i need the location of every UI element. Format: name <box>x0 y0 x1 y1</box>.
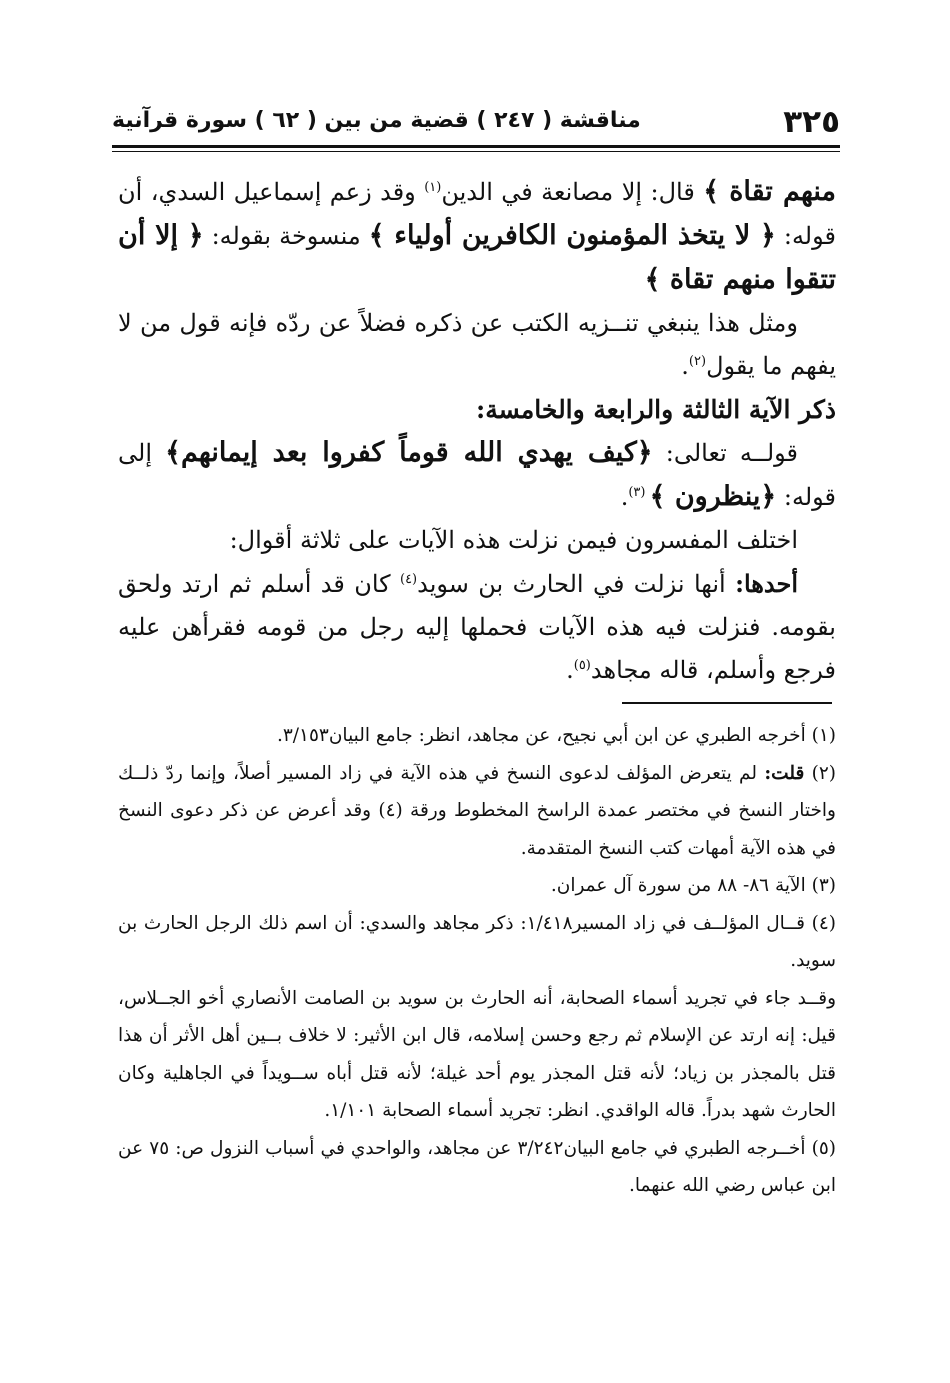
text-run: . <box>681 352 689 380</box>
paragraph-5 <box>118 562 836 692</box>
paragraph-4: اختلف المفسرون فيمن نزلت هذه الآيات على ثلاثة أقوال: <box>229 526 798 554</box>
footnote-marker: (٥) <box>573 658 591 673</box>
text-run: إلى قوله: <box>118 439 836 511</box>
footnotes <box>118 717 836 1205</box>
text-run: ومثل هذا ينبغي تنــزيه الكتب عن ذكره فضلاً عن ردّه فإنه قول من لا يفهم ما يقول <box>118 309 836 380</box>
footnote-1: (١) أخرجه الطبري عن ابن أبي نجيح، عن مجاهد، انظر: جامع البيان٣/١٥٣. <box>276 725 836 746</box>
text-run: قال: إلا مصانعة في الدين <box>441 178 704 206</box>
footnote-4-continued: وقــد جاء في تجريد أسماء الصحابة، أنه الحارث بن سويد بن الصامت الأنصاري أخو الجــلاس، قيل: إنه ارتد عن الإسلام ثم رجع وحسن إسلامه، قال ابن الأثير: لا خلاف بــين أهل الأثر أن هذا قتل بالمجذر بن زياد؛ لأنه قتل المجذر يوم أحد غيلة؛ لأنه قتل أباه ســويداً في الجاهلية وكان الحارث شهد بدراً. قاله الواقدي. انظر: تجريد أسماء الصحابة ١/١٠١. <box>118 987 836 1121</box>
text-run: لم يتعرض المؤلف لدعوى النسخ في هذه الآية في زاد المسير أصلاً، وإنما ردّ ذلــك واختار النسخ في مختصر عمدة الراسخ المخطوط ورقة (٤) وقد أعرض عن ذكر دعوى النسخ في هذه الآية أمهات كتب النسخ المتقدمة. <box>118 762 836 859</box>
text-run: قولــه تعالى: <box>652 439 798 467</box>
text-run: وقد زعم إسماعيل السدي، أن قوله: <box>118 178 836 250</box>
footnote-marker: (٣) <box>628 485 650 500</box>
page-header <box>112 104 840 146</box>
text-run: . <box>620 483 629 511</box>
footnote-divider <box>622 702 832 704</box>
quran-quote: منهم تقاة ﴾ <box>703 176 836 207</box>
footnote-marker: (٤) <box>399 572 418 587</box>
paragraph-1 <box>118 170 836 302</box>
paragraph-3 <box>118 431 836 519</box>
footnote-2 <box>118 755 836 868</box>
quran-quote: ﴿كيف يهدي الله قوماً كفروا بعد إيمانهم﴾ <box>165 437 653 468</box>
quran-quote: ﴿ لا يتخذ المؤمنون الكافرين أولياء ﴾ <box>368 220 776 251</box>
bold-label: أحدها: <box>735 569 799 598</box>
text-run: منسوخة بقوله: <box>203 222 369 250</box>
header-rule-thin <box>112 151 840 152</box>
text-run: . <box>566 656 574 684</box>
footnote-3: (٣) الآية ٨٦- ٨٨ من سورة آل عمران. <box>550 875 836 896</box>
quran-quote: ﴿ إلا أن تتقوا منهم تقاة ﴾ <box>118 220 836 295</box>
bold-label: قلت: <box>764 762 805 784</box>
footnote-marker: (١) <box>424 180 442 195</box>
main-text <box>118 170 836 692</box>
quran-quote: ﴿ينظرون ﴾ <box>649 481 777 512</box>
footnote-number: (٢) <box>804 762 836 784</box>
running-title: مناقشة ( ٢٤٧ ) قضية من بين ( ٦٢ ) سورة قرآنية <box>112 108 641 133</box>
text-run: أنها نزلت في الحارث بن سويد <box>417 570 736 598</box>
footnote-5: (٥) أخــرجه الطبري في جامع البيان٣/٢٤٢ عن مجاهد، والواحدي في أسباب النزول ص: ٧٥ عن ابن عباس رضي الله عنهما. <box>118 1137 836 1196</box>
section-heading: ذكر الآية الثالثة والرابعة والخامسة: <box>475 395 836 424</box>
header-rule-thick <box>112 145 840 148</box>
page-number: ٣٢٥ <box>783 104 840 140</box>
text-run: كان قد أسلم ثم ارتد ولحق بقومه. فنزلت فيه هذه الآيات فحملها إليه رجل من قومه فقرأهن عليه فرجع وأسلم، قاله مجاهد <box>118 570 836 684</box>
footnote-4: (٤) قــال المؤلــف في زاد المسير١/٤١٨: ذكر مجاهد والسدي: أن اسم ذلك الرجل الحارث بن سويد. <box>118 912 836 971</box>
paragraph-2 <box>118 302 836 388</box>
footnote-marker: (٢) <box>688 354 707 369</box>
